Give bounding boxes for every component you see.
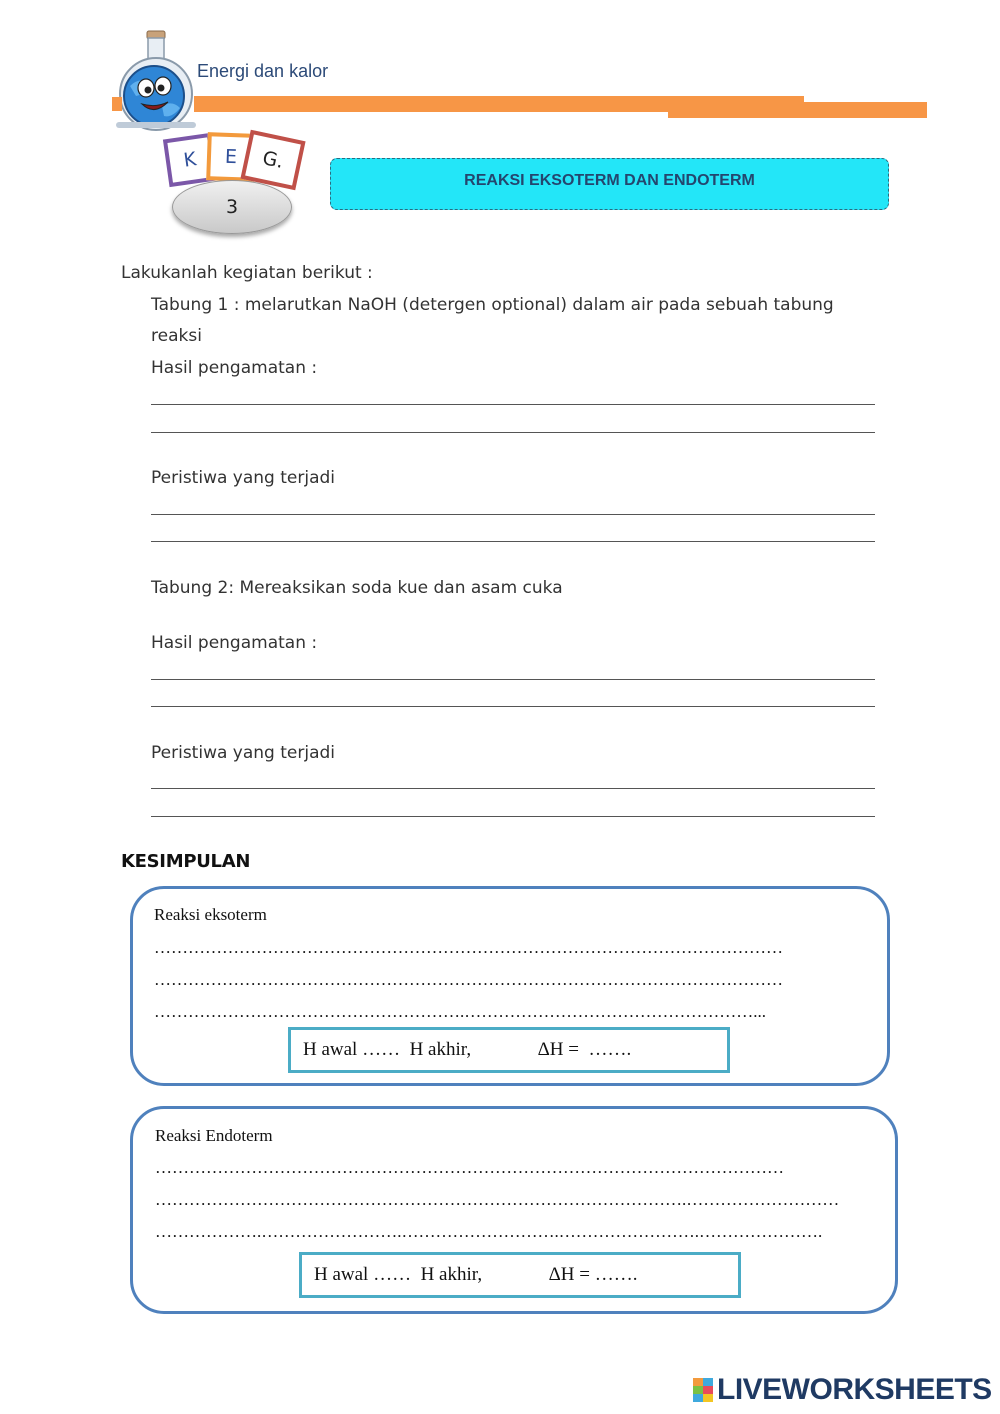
section-title-box <box>330 158 889 210</box>
flask-globe-mascot-icon <box>110 28 202 134</box>
answer-line[interactable] <box>151 432 875 433</box>
exothermic-enthalpy-box[interactable] <box>288 1027 730 1073</box>
section-title: REAKSI EKSOTERM DAN ENDOTERM <box>464 172 755 189</box>
answer-line[interactable] <box>151 541 875 542</box>
header-bar-left <box>112 97 122 111</box>
conclusion-heading: KESIMPULAN <box>121 851 251 872</box>
answer-line[interactable] <box>151 816 875 817</box>
header-title: Energi dan kalor <box>197 61 329 81</box>
exothermic-label: Reaksi eksoterm <box>154 905 267 924</box>
tube1-event-label: Peristiwa yang terjadi <box>151 468 336 488</box>
answer-line[interactable] <box>151 788 875 789</box>
badge-letter-e: E <box>206 132 256 182</box>
instruction: Lakukanlah kegiatan berikut : <box>121 263 373 283</box>
exothermic-answer-line[interactable]: ……………………………………………….……………………………………………... <box>154 1002 766 1021</box>
tube2-observation-label: Hasil pengamatan : <box>151 633 318 653</box>
tube1-description: Tabung 1 : melarutkan NaOH (detergen optional) dalam air pada sebuah tabung <box>151 295 834 315</box>
header-bar-right <box>804 102 927 118</box>
liveworksheets-watermark <box>693 1373 992 1407</box>
answer-line[interactable] <box>151 404 875 405</box>
header-bar-lower <box>668 108 808 118</box>
liveworksheets-logo-icon <box>693 1378 713 1402</box>
answer-line[interactable] <box>151 706 875 707</box>
tube1-description-cont: reaksi <box>151 326 202 346</box>
badge-letter-g: G. <box>240 130 305 191</box>
tube2-event-label: Peristiwa yang terjadi <box>151 743 336 763</box>
endothermic-answer-line[interactable]: ………………………………………………………………………………….……………………… <box>155 1190 840 1209</box>
tube2-description: Tabung 2: Mereaksikan soda kue dan asam cuka <box>151 578 563 598</box>
endothermic-answer-line[interactable]: ……………….…………………….……………………….…………………….…………………. <box>155 1222 823 1241</box>
exothermic-answer-line[interactable]: ………………………………………………………………………………………………… <box>154 970 783 989</box>
endothermic-label: Reaksi Endoterm <box>155 1126 273 1145</box>
endothermic-enthalpy-formula: H awal …… H akhir, ΔH = ……. <box>314 1264 638 1285</box>
badge-letter-k: K <box>163 133 217 187</box>
liveworksheets-wordmark: LIVEWORKSHEETS <box>717 1373 992 1406</box>
endothermic-answer-line[interactable]: ………………………………………………………………………………………………… <box>155 1158 784 1177</box>
endothermic-enthalpy-box[interactable] <box>299 1252 741 1298</box>
tube1-observation-label: Hasil pengamatan : <box>151 358 318 378</box>
exothermic-answer-line[interactable]: ………………………………………………………………………………………………… <box>154 938 783 957</box>
exothermic-enthalpy-formula: H awal …… H akhir, ΔH = ……. <box>303 1039 632 1060</box>
badge-number: 3 <box>172 180 292 234</box>
answer-line[interactable] <box>151 679 875 680</box>
answer-line[interactable] <box>151 514 875 515</box>
